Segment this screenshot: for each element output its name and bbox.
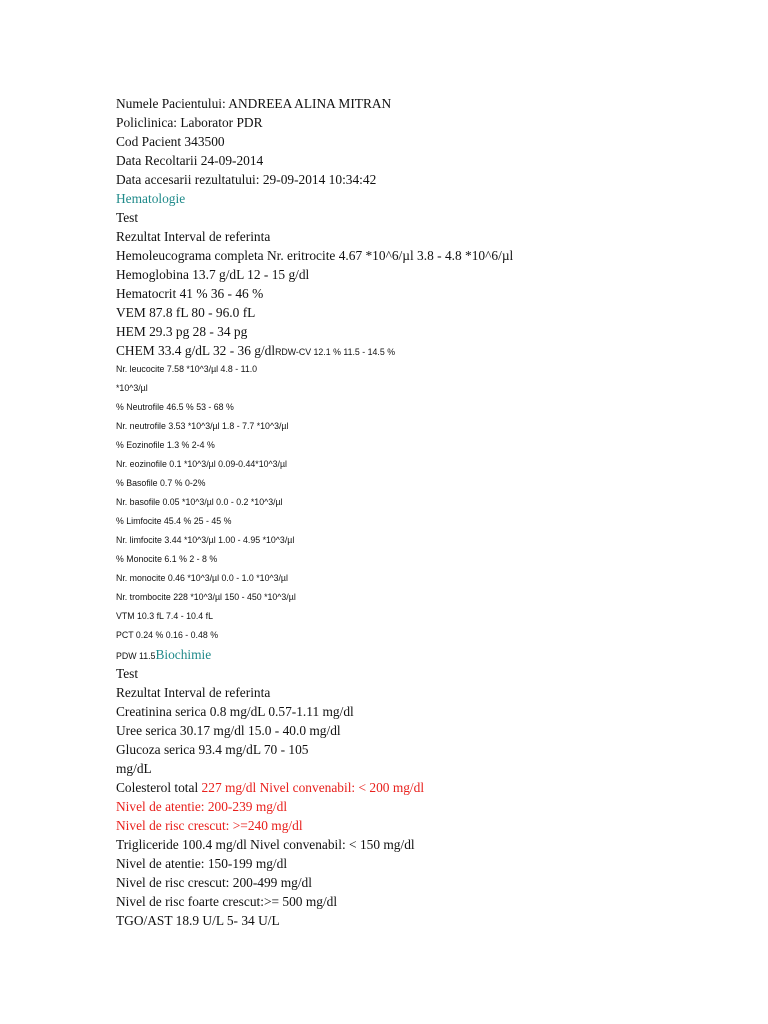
hematology-small-row: Nr. basofile 0.05 *10^3/µl 0.0 - 0.2 *10^3/µl: [116, 497, 283, 507]
biochemistry-row: Uree serica 30.17 mg/dl 15.0 - 40.0 mg/dl: [116, 723, 341, 738]
cholesterol-attention: Nivel de atentie: 200-239 mg/dl: [116, 799, 288, 814]
clinic-name: Policlinica: Laborator PDR: [116, 115, 263, 130]
hematology-small-row: Nr. trombocite 228 *10^3/µl 150 - 450 *10^3/µl: [116, 592, 296, 602]
pdw-result: PDW 11.5: [116, 651, 156, 661]
access-date: Data accesarii rezultatului: 29-09-2014 10:34:42: [116, 172, 377, 187]
hematology-small-row: % Eozinofile 1.3 % 2-4 %: [116, 440, 215, 450]
biochemistry-column-header: Rezultat Interval de referinta: [116, 685, 271, 700]
biochemistry-row: Nivel de risc foarte crescut:>= 500 mg/dl: [116, 894, 338, 909]
hematology-small-row: PCT 0.24 % 0.16 - 0.48 %: [116, 630, 219, 640]
cholesterol-row: [116, 778, 736, 797]
hematology-row: Hemoglobina 13.7 g/dL 12 - 15 g/dl: [116, 267, 310, 282]
hematology-small-row: Nr. limfocite 3.44 *10^3/µl 1.00 - 4.95 *10^3/µl: [116, 535, 295, 545]
patient-name: Numele Pacientului: ANDREEA ALINA MITRAN: [116, 96, 392, 111]
chem-result: CHEM 33.4 g/dL 32 - 36 g/dl: [116, 343, 276, 358]
hematology-small-row: % Limfocite 45.4 % 25 - 45 %: [116, 516, 232, 526]
collection-date: Data Recoltarii 24-09-2014: [116, 153, 264, 168]
hematology-small-row: Nr. monocite 0.46 *10^3/µl 0.0 - 1.0 *10^3/µl: [116, 573, 288, 583]
hematology-row: Hematocrit 41 % 36 - 46 %: [116, 286, 264, 301]
hematology-column-header: Rezultat Interval de referinta: [116, 229, 271, 244]
cholesterol-high-risk: Nivel de risc crescut: >=240 mg/dl: [116, 818, 303, 833]
pdw-biochemistry-row: [116, 645, 736, 664]
hematology-small-row: Nr. neutrofile 3.53 *10^3/µl 1.8 - 7.7 *10^3/µl: [116, 421, 289, 431]
hematology-small-row: *10^3/µl: [116, 383, 148, 393]
hematology-row: VEM 87.8 fL 80 - 96.0 fL: [116, 305, 256, 320]
hematology-row: HEM 29.3 pg 28 - 34 pg: [116, 324, 248, 339]
lab-report: [116, 94, 736, 930]
biochemistry-row: mg/dL: [116, 761, 152, 776]
hematology-small-row: % Neutrofile 46.5 % 53 - 68 %: [116, 402, 234, 412]
hematology-small-row: % Monocite 6.1 % 2 - 8 %: [116, 554, 218, 564]
hematology-heading: Hematologie: [116, 191, 186, 206]
biochemistry-row: Creatinina serica 0.8 mg/dL 0.57-1.11 mg/dl: [116, 704, 354, 719]
patient-code: Cod Pacient 343500: [116, 134, 225, 149]
chem-rdw-row: [116, 341, 736, 360]
biochemistry-heading: Biochimie: [155, 647, 212, 662]
cholesterol-label: Colesterol total: [116, 780, 202, 795]
biochemistry-row: Nivel de risc crescut: 200-499 mg/dl: [116, 875, 312, 890]
biochemistry-row: Nivel de atentie: 150-199 mg/dl: [116, 856, 288, 871]
hematology-small-row: VTM 10.3 fL 7.4 - 10.4 fL: [116, 611, 213, 621]
cholesterol-value: 227 mg/dl Nivel convenabil: < 200 mg/dl: [201, 780, 425, 795]
hematology-small-row: Nr. leucocite 7.58 *10^3/µl 4.8 - 11.0: [116, 364, 258, 374]
hematology-test-label: Test: [116, 210, 139, 225]
rdw-result: RDW-CV 12.1 % 11.5 - 14.5 %: [275, 347, 396, 357]
biochemistry-test-label: Test: [116, 666, 139, 681]
hematology-small-row: Nr. eozinofile 0.1 *10^3/µl 0.09-0.44*10^3/µl: [116, 459, 287, 469]
biochemistry-row: TGO/AST 18.9 U/L 5- 34 U/L: [116, 913, 280, 928]
hematology-small-row: % Basofile 0.7 % 0-2%: [116, 478, 206, 488]
biochemistry-row: Glucoza serica 93.4 mg/dL 70 - 105: [116, 742, 309, 757]
biochemistry-row: Trigliceride 100.4 mg/dl Nivel convenabil: < 150 mg/dl: [116, 837, 415, 852]
hematology-row: Hemoleucograma completa Nr. eritrocite 4.67 *10^6/µl 3.8 - 4.8 *10^6/µl: [116, 248, 514, 263]
